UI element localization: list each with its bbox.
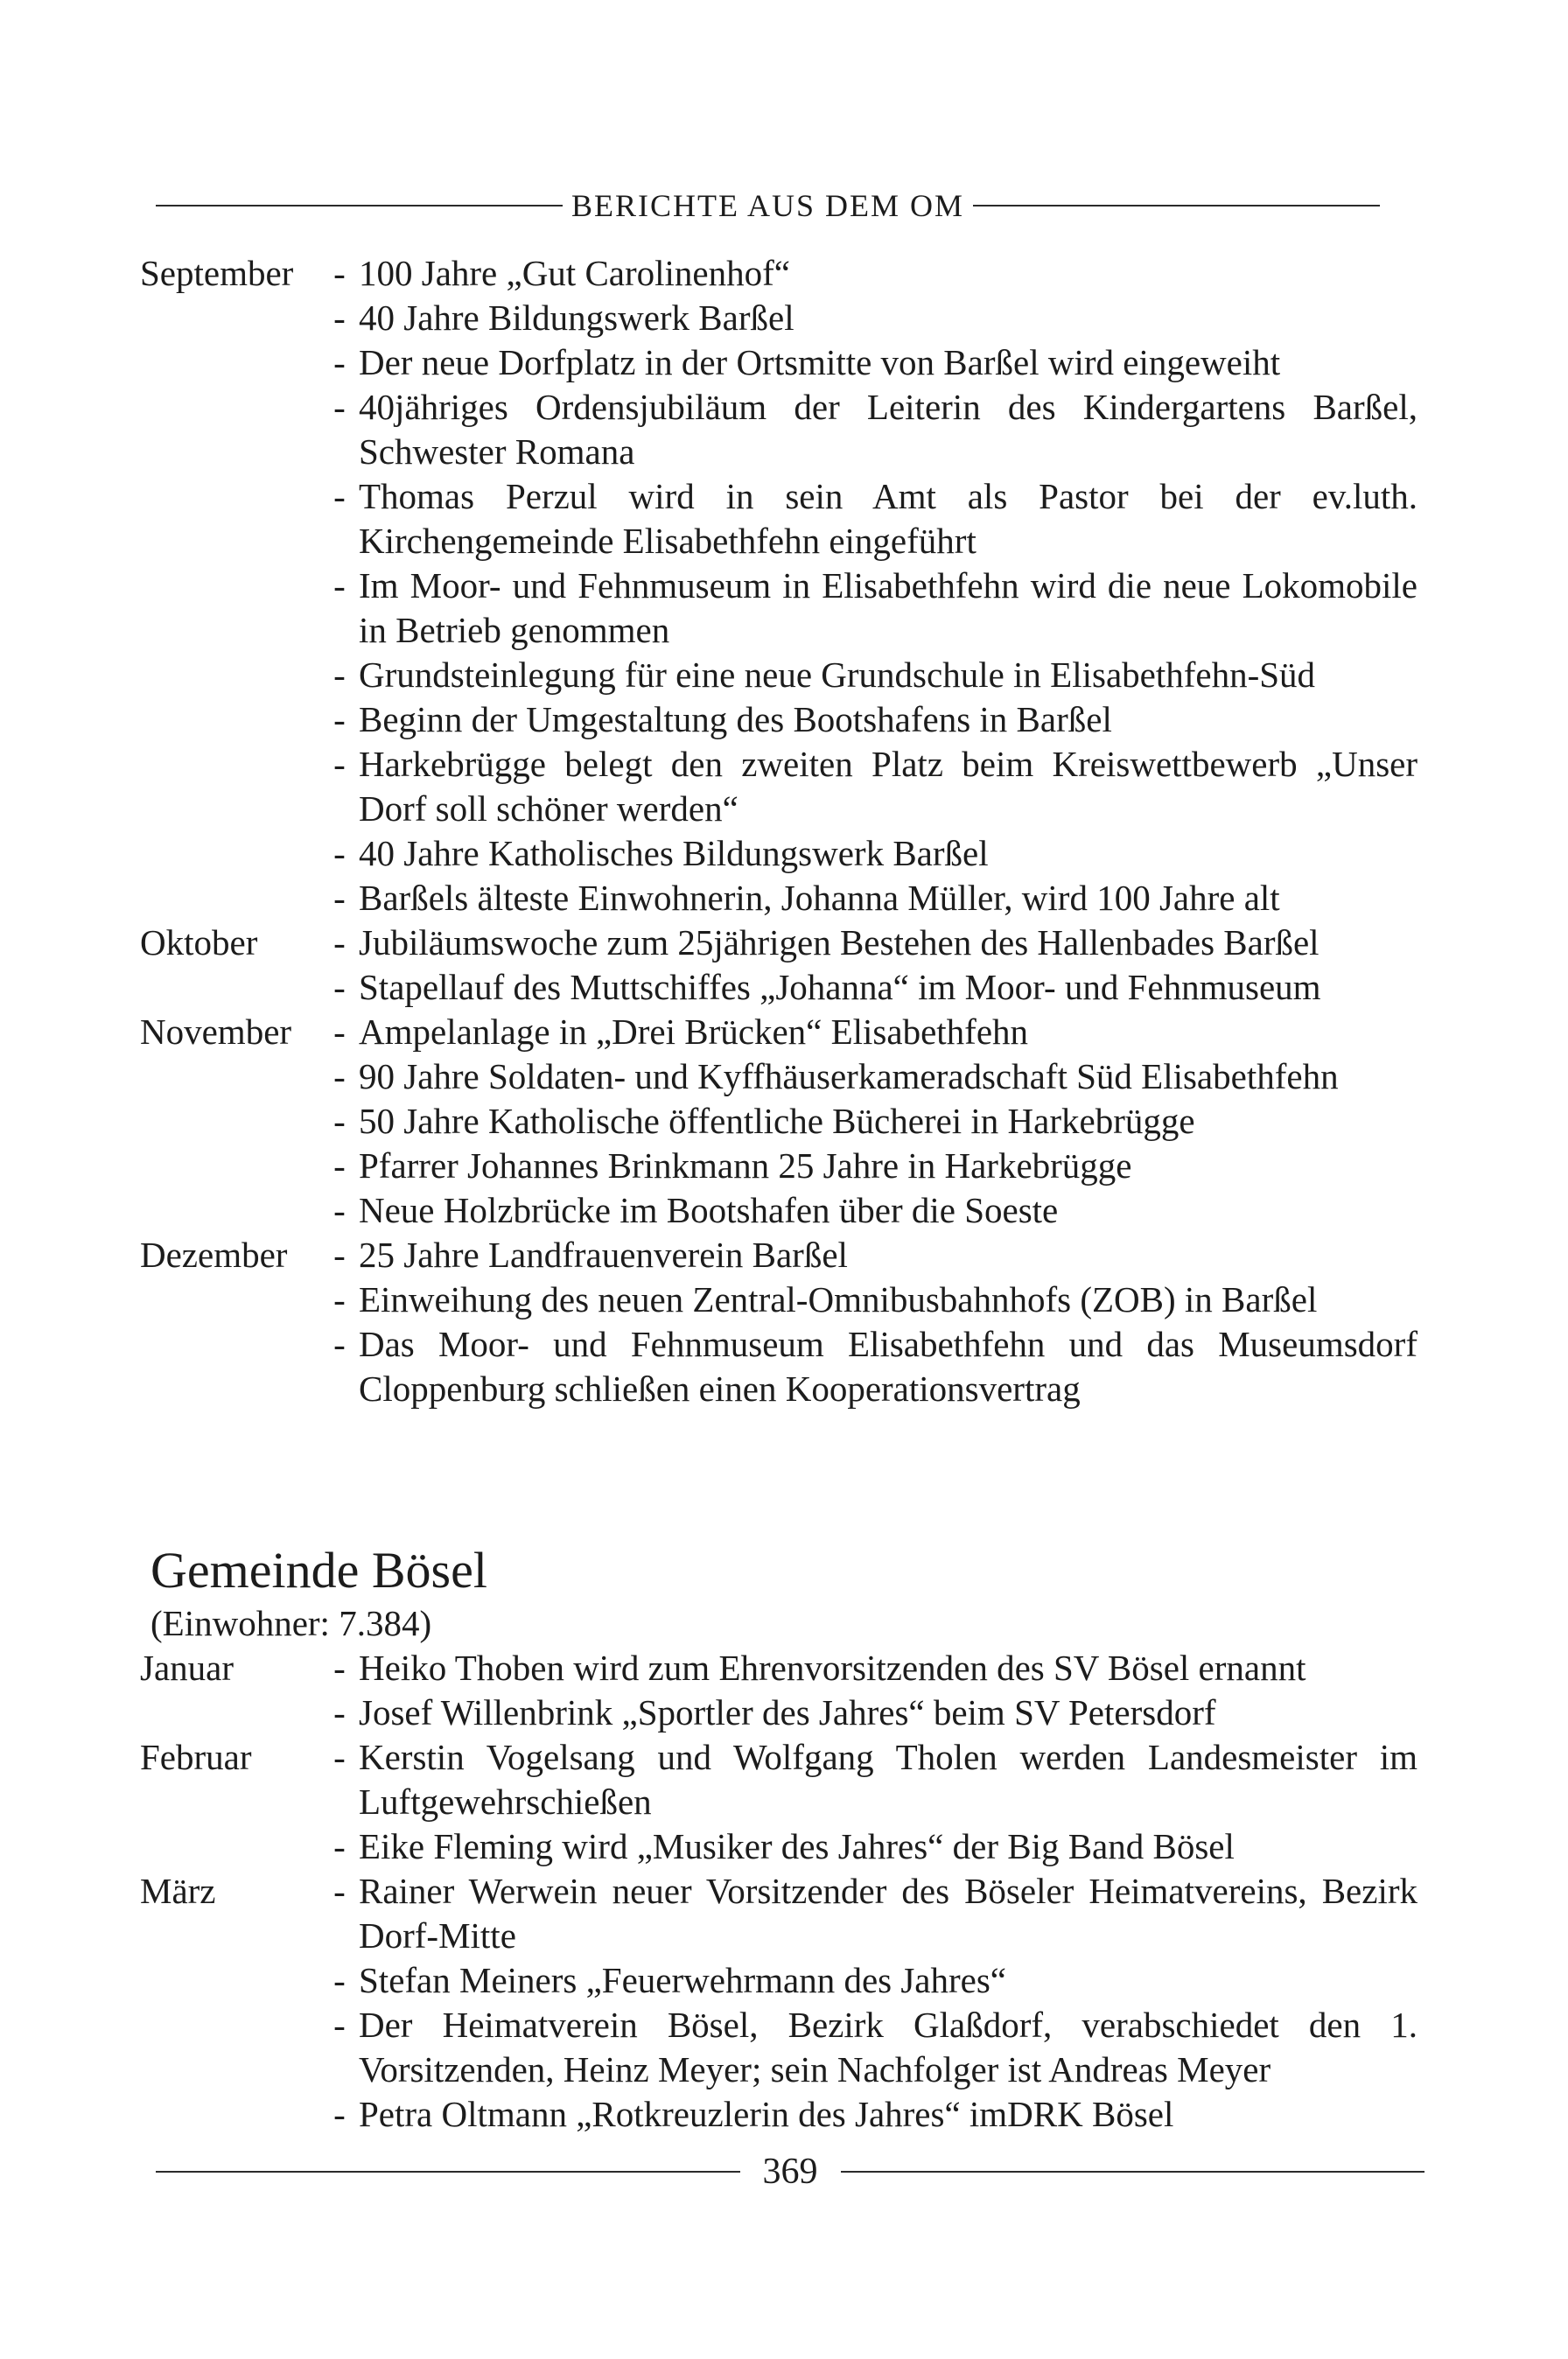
- header-rule-left: [156, 205, 563, 206]
- chronicle-entry: [140, 1054, 1418, 1099]
- month-label: Oktober: [140, 922, 258, 962]
- entry-text: 40jähriges Ordensjubiläum der Leiterin des Kindergartens Barßel, Schwester Romana: [359, 387, 1418, 472]
- chronicle-entry: [140, 251, 1418, 296]
- entry-dash: -: [333, 565, 346, 606]
- chronicle-entry: [140, 1233, 1418, 1278]
- chronicle-entry: [140, 474, 1418, 564]
- chronicle-entry: [140, 1824, 1418, 1869]
- running-header: [156, 187, 1407, 224]
- month-spacer: [140, 340, 326, 385]
- entry-dash: -: [333, 298, 346, 338]
- header-rule-right: [973, 205, 1380, 206]
- entry-dash: -: [333, 967, 346, 1007]
- entry-dash: -: [333, 878, 346, 918]
- entry-text: Stapellauf des Muttschiffes „Johanna“ im Moor- und Fehnmuseum: [359, 967, 1321, 1007]
- entry-text: 100 Jahre „Gut Carolinenhof“: [359, 253, 790, 293]
- footer-rule-left: [156, 2171, 740, 2173]
- chronicle-entry: [140, 1690, 1418, 1735]
- month-label: November: [140, 1012, 292, 1052]
- entry-dash: -: [333, 699, 346, 739]
- entry-dash: -: [333, 1960, 346, 2000]
- month-spacer: [140, 1824, 326, 1869]
- chronicle-entry: [140, 340, 1418, 385]
- chronicle-entry: [140, 1099, 1418, 1144]
- chronicle-entry: [140, 1322, 1418, 1411]
- entry-text: Barßels älteste Einwohnerin, Johanna Müller, wird 100 Jahre alt: [359, 878, 1280, 918]
- chronicle-entry: [140, 385, 1418, 474]
- entry-dash: -: [333, 833, 346, 873]
- entry-dash: -: [333, 1324, 346, 1364]
- month-spacer: [140, 296, 326, 340]
- entry-dash: -: [333, 1692, 346, 1732]
- month-spacer: [140, 385, 326, 474]
- month-spacer: [140, 1278, 326, 1322]
- entry-text: Rainer Werwein neuer Vorsitzender des Böseler Heimatvereins, Bezirk Dorf-Mitte: [359, 1871, 1418, 1956]
- entry-text: Thomas Perzul wird in sein Amt als Pastor bei der ev.luth. Kirchengemeinde Elisabethfehn eingeführt: [359, 476, 1418, 561]
- entry-dash: -: [333, 253, 346, 293]
- month-spacer: [140, 2003, 326, 2092]
- chronicle-entry: [140, 1188, 1418, 1233]
- entry-dash: -: [333, 744, 346, 784]
- chronicle-entry: [140, 1646, 1418, 1690]
- month-spacer: [140, 564, 326, 653]
- chronicle-entry: [140, 1735, 1418, 1824]
- entry-text: Josef Willenbrink „Sportler des Jahres“ beim SV Petersdorf: [359, 1692, 1216, 1732]
- entry-dash: -: [333, 1101, 346, 1141]
- entry-dash: -: [333, 2094, 346, 2134]
- chronicle-entry: [140, 2003, 1418, 2092]
- month-spacer: [140, 742, 326, 831]
- entry-text: Im Moor- und Fehnmuseum in Elisabethfehn wird die neue Lokomobile in Betrieb genommen: [359, 565, 1418, 650]
- entry-dash: -: [333, 654, 346, 695]
- chronicle-entry: [140, 742, 1418, 831]
- entry-text: Pfarrer Johannes Brinkmann 25 Jahre in Harkebrügge: [359, 1145, 1132, 1186]
- page-footer: [156, 2151, 1424, 2193]
- month-label: Januar: [140, 1648, 234, 1688]
- month-spacer: [140, 965, 326, 1010]
- chronicle-entry: [140, 876, 1418, 920]
- barssel-chronicle: [140, 251, 1418, 1411]
- entry-text: Der Heimatverein Bösel, Bezirk Glaßdorf, verabschiedet den 1. Vorsitzenden, Heinz Meyer; sein Nachfolger ist Andreas Meyer: [359, 2005, 1418, 2090]
- entry-text: 90 Jahre Soldaten- und Kyffhäuserkameradschaft Süd Elisabethfehn: [359, 1056, 1339, 1096]
- entry-text: 40 Jahre Katholisches Bildungswerk Barßel: [359, 833, 989, 873]
- month-spacer: [140, 2092, 326, 2137]
- chronicle-entry: [140, 1869, 1418, 1958]
- entry-text: Heiko Thoben wird zum Ehrenvorsitzenden des SV Bösel ernannt: [359, 1648, 1306, 1688]
- entry-dash: -: [333, 2005, 346, 2045]
- entry-dash: -: [333, 1648, 346, 1688]
- month-spacer: [140, 1099, 326, 1144]
- entry-text: Kerstin Vogelsang und Wolfgang Tholen werden Landesmeister im Luftgewehrschießen: [359, 1737, 1418, 1822]
- entry-dash: -: [333, 1235, 346, 1275]
- month-spacer: [140, 697, 326, 742]
- month-spacer: [140, 1054, 326, 1099]
- month-spacer: [140, 474, 326, 564]
- entry-text: Das Moor- und Fehnmuseum Elisabethfehn und das Museumsdorf Cloppenburg schließen einen Kooperationsvertrag: [359, 1324, 1418, 1409]
- entry-text: 50 Jahre Katholische öffentliche Bücherei in Harkebrügge: [359, 1101, 1195, 1141]
- entry-dash: -: [333, 1056, 346, 1096]
- entry-text: Jubiläumswoche zum 25jährigen Bestehen des Hallenbades Barßel: [359, 922, 1320, 962]
- month-label: März: [140, 1871, 216, 1911]
- entry-text: Eike Fleming wird „Musiker des Jahres“ der Big Band Bösel: [359, 1826, 1235, 1866]
- chronicle-entry: [140, 653, 1418, 697]
- chronicle-entry: [140, 2092, 1418, 2137]
- entry-dash: -: [333, 1871, 346, 1911]
- entry-text: Grundsteinlegung für eine neue Grundschule in Elisabethfehn-Süd: [359, 654, 1316, 695]
- chronicle-entry: [140, 1010, 1418, 1054]
- month-label: Februar: [140, 1737, 252, 1777]
- footer-rule-right: [841, 2171, 1425, 2173]
- entry-text: Neue Holzbrücke im Bootshafen über die Soeste: [359, 1190, 1059, 1230]
- running-header-title: BERICHTE AUS DEM OM: [571, 188, 965, 223]
- month-label: September: [140, 253, 294, 293]
- chronicle-entry: [140, 831, 1418, 876]
- entry-dash: -: [333, 476, 346, 516]
- month-spacer: [140, 1690, 326, 1735]
- month-spacer: [140, 1958, 326, 2003]
- entry-text: Beginn der Umgestaltung des Bootshafens in Barßel: [359, 699, 1112, 739]
- entry-dash: -: [333, 1012, 346, 1052]
- entry-text: Der neue Dorfplatz in der Ortsmitte von Barßel wird eingeweiht: [359, 342, 1281, 382]
- population-note: (Einwohner: 7.384): [150, 1603, 432, 1643]
- entry-text: 40 Jahre Bildungswerk Barßel: [359, 298, 794, 338]
- page-number: 369: [762, 2152, 818, 2192]
- section-heading: Gemeinde Bösel: [150, 1542, 487, 1599]
- month-spacer: [140, 831, 326, 876]
- entry-dash: -: [333, 342, 346, 382]
- chronicle-entry: [140, 1278, 1418, 1322]
- month-spacer: [140, 1188, 326, 1233]
- month-spacer: [140, 653, 326, 697]
- chronicle-entry: [140, 564, 1418, 653]
- entry-text: 25 Jahre Landfrauenverein Barßel: [359, 1235, 848, 1275]
- entry-text: Einweihung des neuen Zentral-Omnibusbahnhofs (ZOB) in Barßel: [359, 1279, 1318, 1320]
- entry-text: Stefan Meiners „Feuerwehrmann des Jahres“: [359, 1960, 1007, 2000]
- month-spacer: [140, 1322, 326, 1411]
- chronicle-entry: [140, 1144, 1418, 1188]
- chronicle-entry: [140, 296, 1418, 340]
- entry-dash: -: [333, 1826, 346, 1866]
- entry-dash: -: [333, 1737, 346, 1777]
- chronicle-entry: [140, 1958, 1418, 2003]
- entry-dash: -: [333, 387, 346, 427]
- month-spacer: [140, 1144, 326, 1188]
- entry-dash: -: [333, 1190, 346, 1230]
- boesel-entries: [140, 1646, 1418, 2137]
- month-spacer: [140, 876, 326, 920]
- entry-dash: -: [333, 1145, 346, 1186]
- entry-text: Petra Oltmann „Rotkreuzlerin des Jahres“ imDRK Bösel: [359, 2094, 1174, 2134]
- boesel-chronicle: [140, 1540, 1418, 2137]
- month-label: Dezember: [140, 1235, 288, 1275]
- chronicle-entry: [140, 965, 1418, 1010]
- chronicle-entry: [140, 920, 1418, 965]
- chronicle-entry: [140, 697, 1418, 742]
- entry-text: Ampelanlage in „Drei Brücken“ Elisabethfehn: [359, 1012, 1029, 1052]
- entry-text: Harkebrügge belegt den zweiten Platz beim Kreiswettbewerb „Unser Dorf soll schöner werden“: [359, 744, 1418, 829]
- entry-dash: -: [333, 1279, 346, 1320]
- entry-dash: -: [333, 922, 346, 962]
